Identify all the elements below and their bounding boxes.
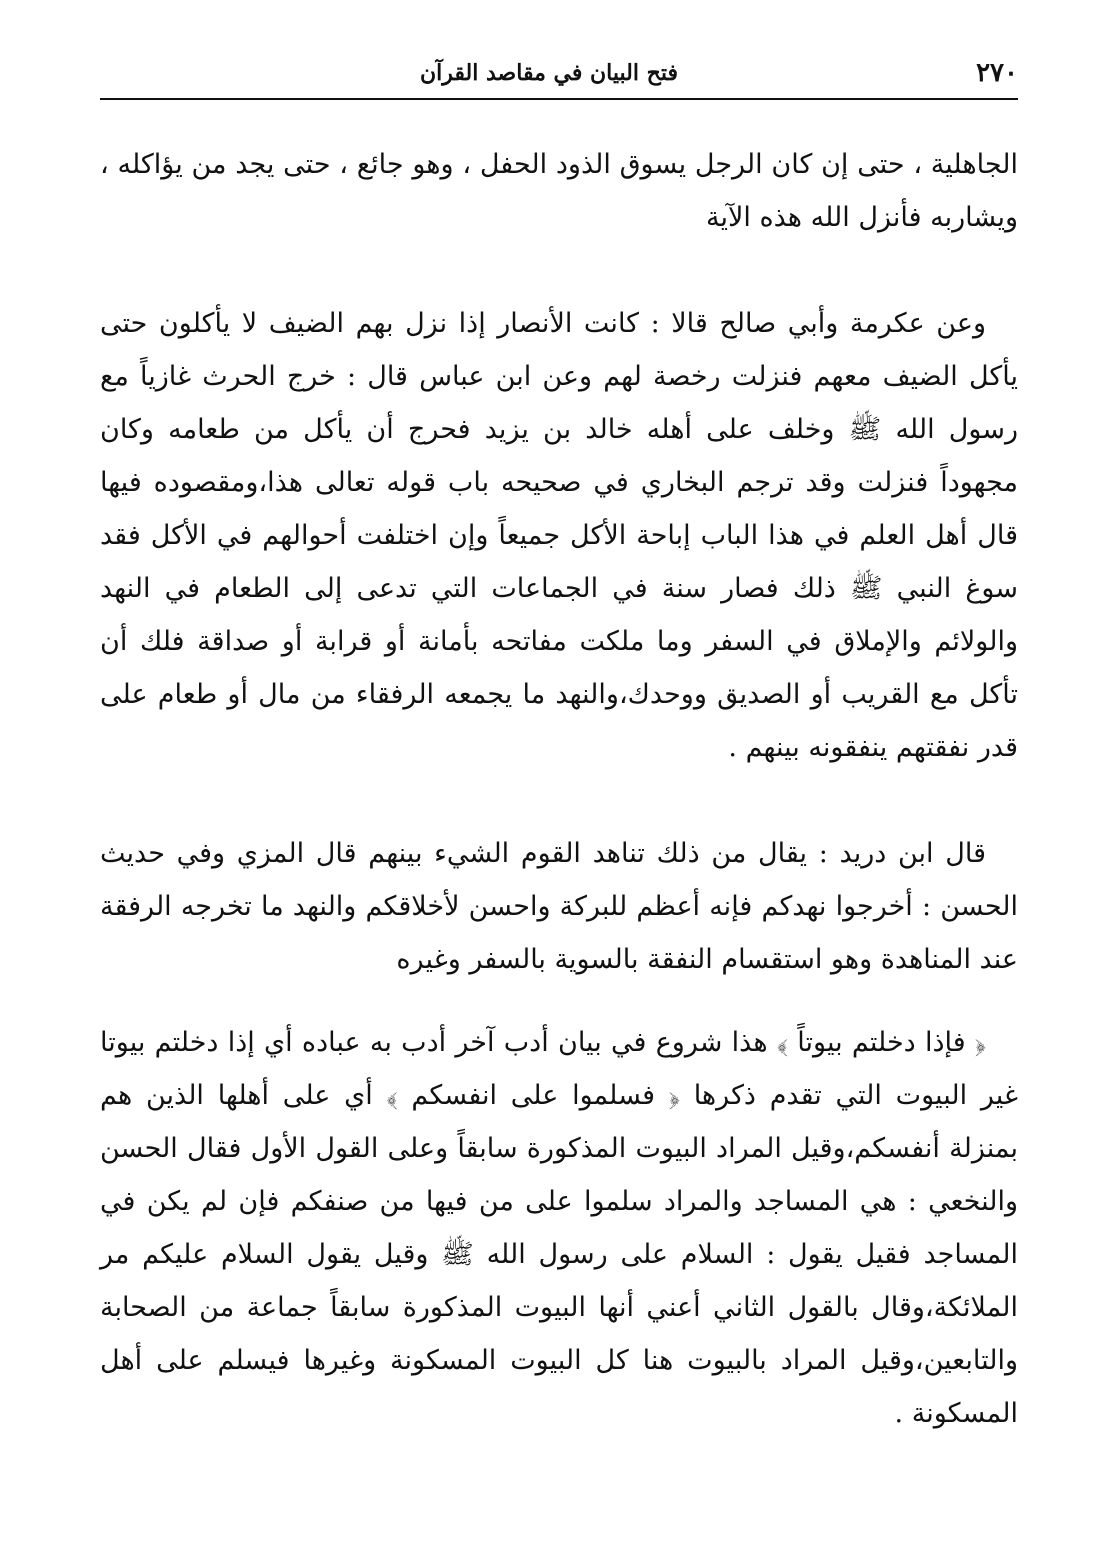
paragraph-3: قال ابن دريد : يقال من ذلك تناهد القوم الشيء بينهم قال المزي وفي حديث الحسن : أخرجوا نهدكم فإنه أعظم للبركة واحسن لأخلاقكم والنهد ما تخرجه الرفقة عند المناهدة وهو استقسام النفقة بالسوية بالسفر وغيره — [100, 838, 1018, 975]
paragraph-2: وعن عكرمة وأبي صالح قالا : كانت الأنصار إذا نزل بهم الضيف لا يأكلون حتى يأكل الضيف معهم فنزلت رخصة لهم وعن ابن عباس قال : خرج الحرث غازياً مع رسول الله ﷺ وخلف على أهله خالد بن يزيد فحرج أن يأكل من طعامه وكان مجهوداً فنزلت وقد ترجم البخاري في صحيحه باب قوله تعالى هذا،ومقصوده فيها قال أهل العلم في هذا الباب إباحة الأكل جميعاً وإن اختلفت أحوالهم في الأكل فقد سوغ النبي ﷺ ذلك فصار سنة في الجماعات التي تدعى إلى الطعام في النهد والولائم والإملاق في السفر وما ملكت مفاتحه بأمانة أو قرابة أو صداقة فلك أن تأكل مع القريب أو الصديق ووحدك،والنهد ما يجمعه الرفقاء من مال أو طعام على قدر نفقتهم ينفقونه بينهم . — [100, 308, 1018, 763]
page-number: ٢٧٠ — [976, 58, 1018, 88]
running-title: فتح البيان في مقاصد القرآن — [420, 60, 678, 86]
paragraph-1: الجاهلية ، حتى إن كان الرجل يسوق الذود الحفل ، وهو جائع ، حتى يجد من يؤاكله ، ويشاربه فأنزل الله هذه الآية — [100, 149, 1018, 233]
paragraph-gap — [100, 244, 1018, 297]
paragraph-gap — [100, 774, 1018, 827]
page-header — [100, 52, 1018, 96]
paragraph-4: ﴿ فإذا دخلتم بيوتاً ﴾ هذا شروع في بيان أدب آخر أدب به عباده أي إذا دخلتم بيوتا غير البيوت التي تقدم ذكرها ﴿ فسلموا على انفسكم ﴾ أي على أهلها الذين هم بمنزلة أنفسكم،وقيل المراد البيوت المذكورة سابقاً وعلى القول الأول فقال الحسن والنخعي : هي المساجد والمراد سلموا على من فيها من صنفكم فإن لم يكن في المساجد فقيل يقول : السلام على رسول الله ﷺ وقيل يقول السلام عليكم مر الملائكة،وقال بالقول الثاني أعني أنها البيوت المذكورة سابقاً جماعة من الصحابة والتابعين،وقيل المراد بالبيوت هنا كل البيوت المسكونة وغيرها فيسلم على أهل المسكونة . — [100, 1027, 1018, 1429]
body-text — [100, 138, 1018, 1440]
header-rule — [100, 98, 1018, 100]
paragraph-gap — [100, 986, 1018, 1016]
